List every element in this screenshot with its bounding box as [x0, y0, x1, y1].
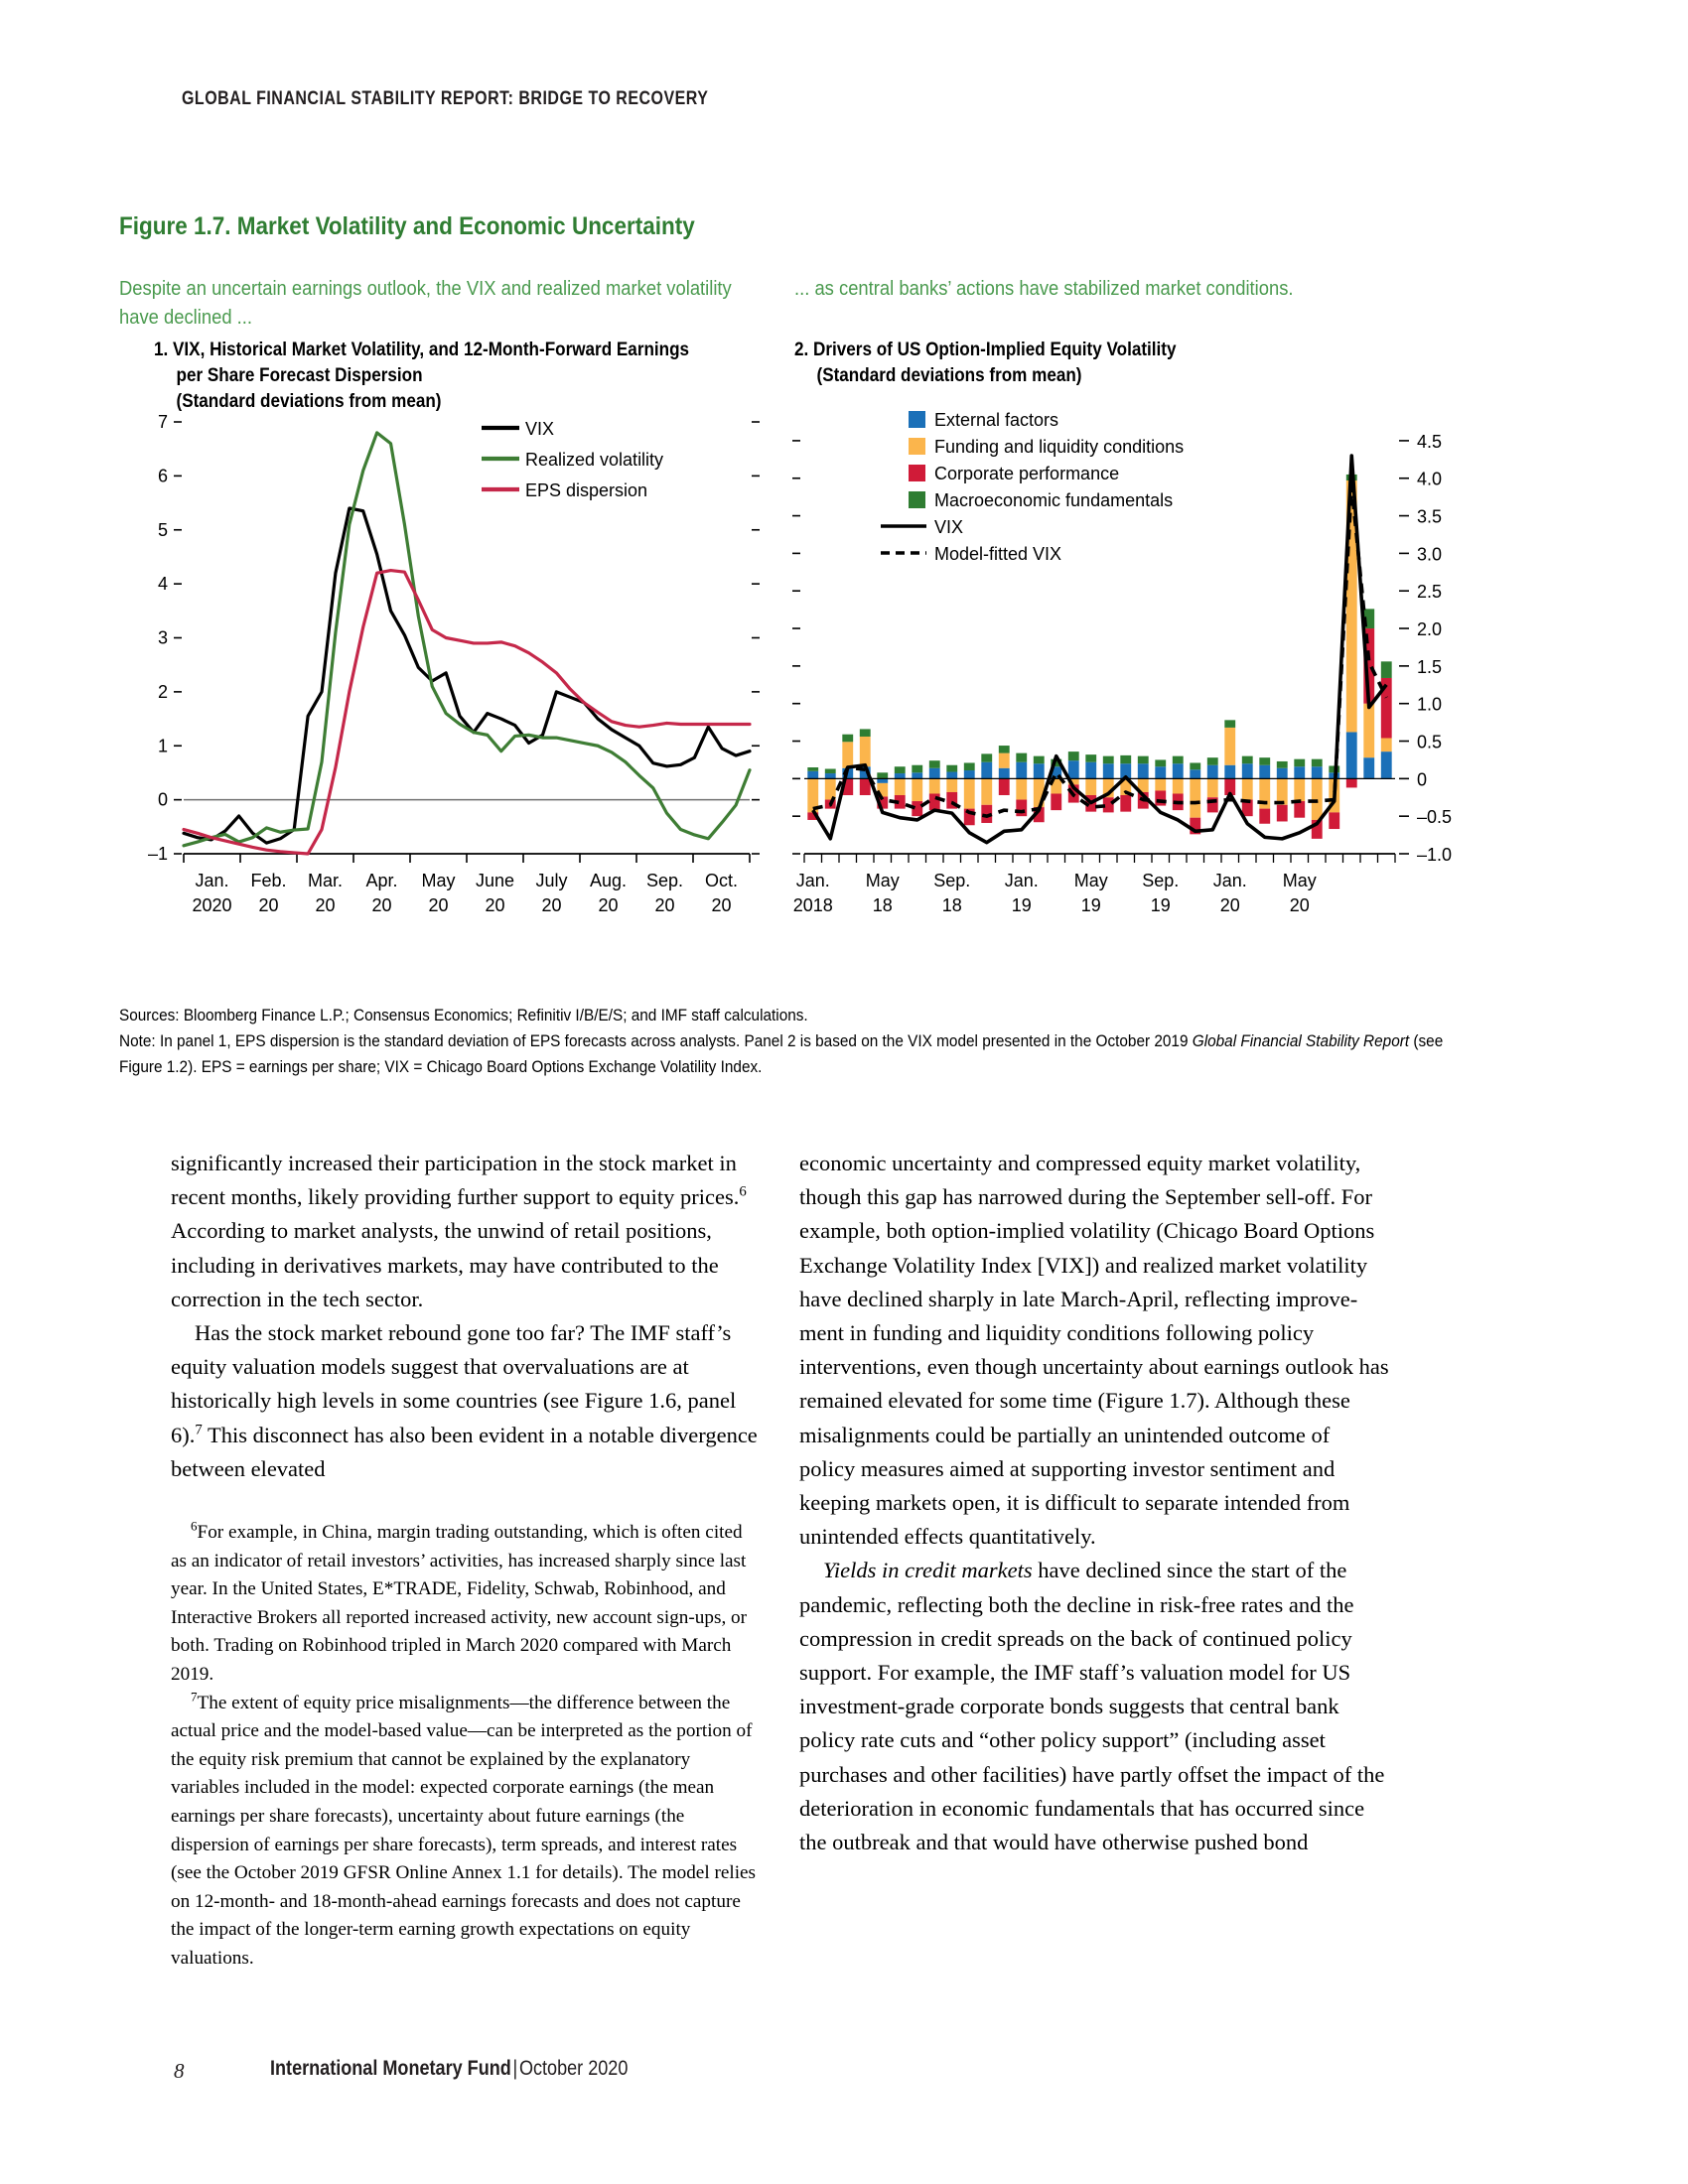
svg-text:4.0: 4.0 [1417, 469, 1443, 489]
svg-text:Apr.: Apr. [365, 871, 398, 890]
svg-text:Feb.: Feb. [250, 871, 287, 890]
figure-subtitle-right: ... as central banks’ actions have stabilized market conditions. [794, 278, 1294, 300]
svg-text:20: 20 [371, 895, 392, 915]
svg-text:18: 18 [941, 895, 962, 915]
note-text-italic: Global Financial Stability Report [1192, 1032, 1410, 1050]
svg-text:20: 20 [711, 895, 732, 915]
svg-text:Macroeconomic fundamentals: Macroeconomic fundamentals [934, 490, 1174, 510]
svg-text:May: May [421, 871, 456, 890]
svg-text:6: 6 [157, 466, 168, 486]
svg-text:19: 19 [1150, 895, 1171, 915]
footnote-item: $^7$The extent of equity price misalignments—the difference between the actual price and the model-based value—can be interpreted as the portion of the equity risk premium that cannot be explained by the explanatory variables included in the model: expected corporate earnings (the mean earnings per share forecasts), uncertainty about future earnings (the dispersion of earnings per share forecasts), term spreads, and interest rates (see the October 2019 GFSR Online Annex 1.1 for details). The model relies on 12-month- and 18-month-ahead earnings forecasts and does not capture the impact of the longer-term earning growth expectations on equity valuations. [171, 1689, 757, 1969]
svg-text:Corporate performance: Corporate performance [934, 464, 1120, 483]
figure-sources-note [119, 1003, 1468, 1080]
svg-text:May: May [1073, 871, 1108, 890]
svg-text:20: 20 [1289, 895, 1310, 915]
svg-text:4.5: 4.5 [1417, 431, 1443, 452]
note-text-b: (see Figure 1.2). EPS = earnings per share; VIX = Chicago Board Options Exchange Volatility Index. [119, 1032, 1444, 1076]
svg-text:Aug.: Aug. [589, 871, 628, 890]
svg-text:0: 0 [1417, 769, 1428, 790]
svg-text:4: 4 [157, 574, 168, 595]
svg-text:Sep.: Sep. [645, 871, 684, 890]
running-head: GLOBAL FINANCIAL STABILITY REPORT: BRIDGE TO RECOVERY [182, 87, 709, 109]
svg-text:3: 3 [157, 627, 168, 648]
footer-date: October 2020 [518, 2057, 629, 2080]
svg-text:VIX: VIX [934, 517, 964, 537]
svg-text:0: 0 [157, 789, 168, 810]
panel-2-title [794, 338, 1366, 389]
svg-text:May: May [1282, 871, 1317, 890]
svg-text:20: 20 [654, 895, 675, 915]
svg-text:20: 20 [541, 895, 562, 915]
page-number: 8 [174, 2059, 185, 2083]
svg-text:–1.0: –1.0 [1417, 845, 1453, 865]
svg-text:19: 19 [1080, 895, 1101, 915]
panel-1-title-line1: 1. VIX, Historical Market Volatility, and 12-Month-Forward Earnings [154, 340, 690, 360]
svg-text:EPS dispersion: EPS dispersion [525, 480, 648, 500]
svg-text:20: 20 [315, 895, 336, 915]
svg-text:18: 18 [872, 895, 893, 915]
chart-panel-1 [99, 402, 794, 958]
svg-text:Sep.: Sep. [933, 871, 971, 890]
note-line [119, 1028, 1468, 1080]
footer-institution: International Monetary Fund [270, 2057, 511, 2080]
panel-1-title-line2: per Share Forecast Dispersion [176, 365, 423, 386]
body-paragraph: significantly increased their participation in the stock market in recent months, likely providing further support to equity prices.$^6$ According to market analysts, the unwind of retail positions, including in derivatives markets, may have contributed to the correction in the tech sector. [171, 1151, 747, 1311]
svg-text:July: July [535, 871, 568, 890]
footer-imprint [270, 2057, 628, 2081]
svg-text:Jan.: Jan. [795, 871, 830, 890]
chart-panel-2 [784, 402, 1539, 958]
svg-text:May: May [865, 871, 900, 890]
svg-text:VIX: VIX [525, 419, 555, 439]
svg-text:2.5: 2.5 [1417, 582, 1443, 603]
svg-text:1: 1 [157, 736, 168, 756]
svg-text:2018: 2018 [792, 895, 833, 915]
panel-2-title-units: (Standard deviations from mean) [816, 365, 1082, 386]
svg-text:1.5: 1.5 [1417, 656, 1443, 677]
footer-separator: | [512, 2057, 518, 2080]
svg-text:19: 19 [1011, 895, 1032, 915]
svg-text:3.0: 3.0 [1417, 544, 1443, 565]
svg-text:20: 20 [598, 895, 619, 915]
svg-text:Oct.: Oct. [704, 871, 739, 890]
footnotes-block [171, 1519, 762, 1974]
svg-text:Jan.: Jan. [1004, 871, 1039, 890]
body-paragraph: Has the stock market rebound gone too far? The IMF staff’s equity valuation models suggest that overvaluations are at historically high levels in some countries (see Figure 1.6, panel 6).$^7$ This disconnect has also been evident in a notable divergence between elevated [171, 1320, 758, 1481]
figure-title: Figure 1.7. Market Volatility and Economic Uncertainty [119, 212, 695, 240]
svg-text:1.0: 1.0 [1417, 694, 1443, 715]
body-paragraph: economic uncertainty and compressed equity market volatility, though this gap has narrowed during the September sell-off. For example, both option-implied volatility (Chicago Board Options Exchange Volatility Index [VIX]) and realized market volatility have declined sharply in late March-April, reflecting improvement in funding and liquidity conditions following policy interventions, even though uncertainty about earnings outlook has remained elevated for some time (Figure 1.7). Although these misalignments could be partially an unintended outcome of policy measures aimed at supporting investor sentiment and keeping markets open, it is difficult to separate intended from unintended effects quantitatively. [799, 1151, 1389, 1550]
svg-text:20: 20 [485, 895, 505, 915]
svg-text:Model-fitted VIX: Model-fitted VIX [934, 544, 1062, 564]
svg-text:Sep.: Sep. [1142, 871, 1180, 890]
svg-text:2.0: 2.0 [1417, 619, 1443, 640]
svg-text:June: June [475, 871, 515, 890]
svg-text:2020: 2020 [192, 895, 232, 915]
panel-1-title-units: (Standard deviations from mean) [176, 391, 442, 412]
footnote-item: $^6$For example, in China, margin trading outstanding, which is often cited as an indicator of retail investors’ activities, has increased sharply since last year. In the United States, E*TRADE, Fidelity, Schwab, Robinhood, and Interactive Brokers all reported increased activity, new account sign-ups, or both. Trading on Robinhood tripled in March 2020 compared with March 2019. [171, 1518, 748, 1685]
note-text-a: Note: In panel 1, EPS dispersion is the standard deviation of EPS forecasts across analysts. Panel 2 is based on the VIX model presented in the October 2019 [119, 1032, 1193, 1050]
svg-text:7: 7 [157, 412, 168, 432]
svg-text:0.5: 0.5 [1417, 732, 1443, 752]
svg-text:External factors: External factors [934, 410, 1059, 430]
panel-2-title-line1: 2. Drivers of US Option-Implied Equity Volatility [794, 340, 1177, 360]
svg-text:2: 2 [157, 681, 168, 702]
svg-text:20: 20 [428, 895, 449, 915]
svg-text:20: 20 [258, 895, 279, 915]
body-column-left [171, 1147, 762, 1486]
figure-subtitle-left: Despite an uncertain earnings outlook, the VIX and realized market volatility have declined ... [119, 278, 732, 329]
svg-text:Funding and liquidity conditio: Funding and liquidity conditions [934, 437, 1185, 457]
svg-text:20: 20 [1219, 895, 1240, 915]
svg-text:–1: –1 [147, 844, 168, 864]
svg-text:3.5: 3.5 [1417, 506, 1443, 527]
body-paragraph: Yields in credit markets have declined since the start of the pandemic, reflecting both the decline in risk-free rates and the compression in credit spreads on the back of continued policy support. For example, the IMF staff’s valuation model for US investment-grade corporate bonds suggests that central bank policy rate cuts and “other policy support” (including asset purchases and other facilities) have partly offset the impact of the deterioration in economic fundamentals that has occurred since the outbreak and that would have otherwise pushed bond [799, 1558, 1385, 1855]
svg-text:Jan.: Jan. [1212, 871, 1247, 890]
svg-text:5: 5 [157, 519, 168, 540]
svg-text:Mar.: Mar. [307, 871, 344, 890]
svg-text:–0.5: –0.5 [1417, 807, 1453, 828]
body-column-right [799, 1147, 1390, 1859]
svg-text:Jan.: Jan. [195, 871, 229, 890]
sources-line: Sources: Bloomberg Finance L.P.; Consensus Economics; Refinitiv I/B/E/S; and IMF staff calculations. [119, 1007, 808, 1024]
svg-text:Realized volatility: Realized volatility [525, 450, 664, 470]
